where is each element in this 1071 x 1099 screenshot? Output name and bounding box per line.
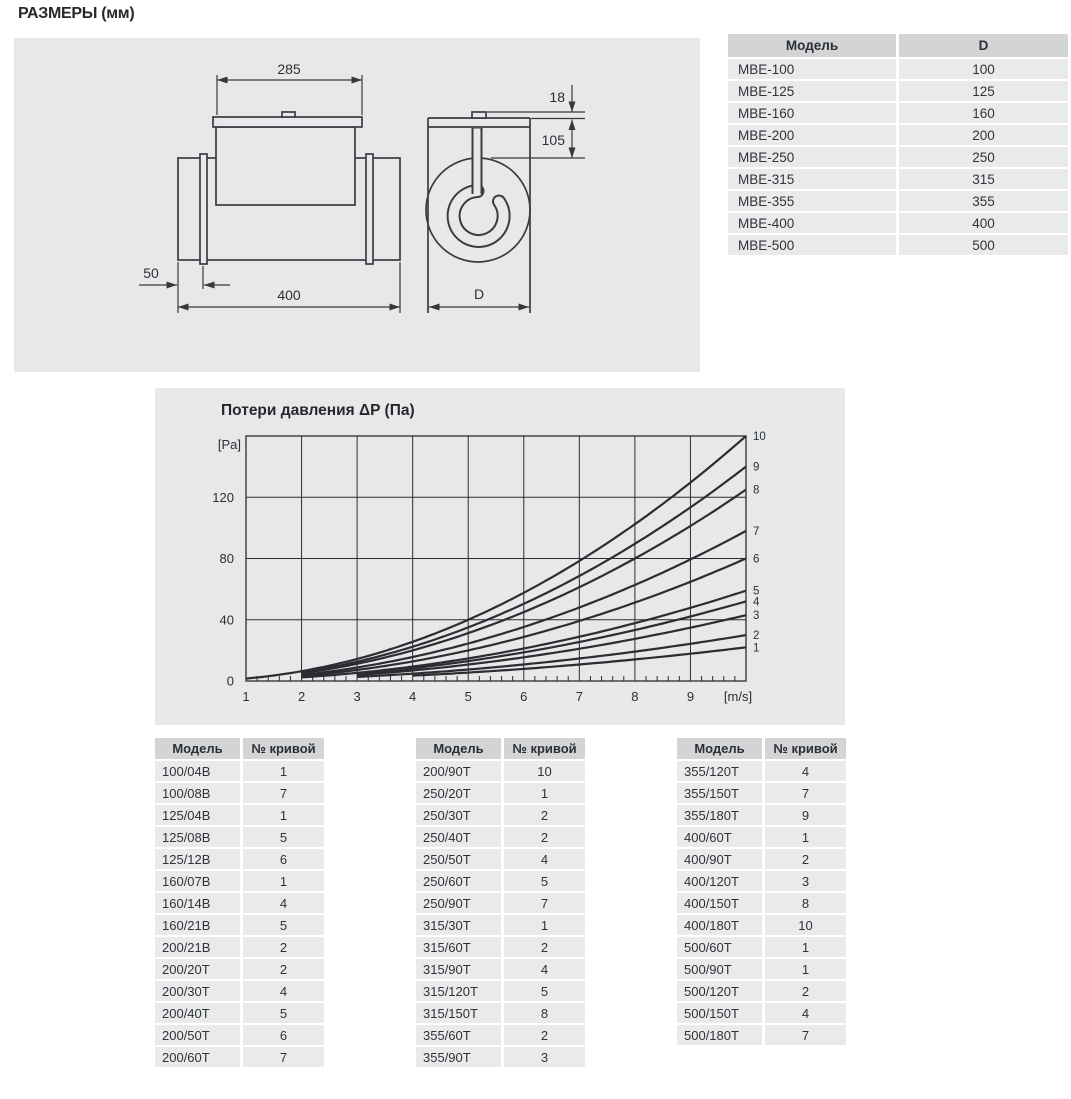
cell: 2 [243, 937, 324, 957]
chart-title: Потери давления ΔP (Па) [221, 402, 415, 419]
cell: 250/40T [416, 827, 501, 847]
table-row [155, 959, 324, 979]
table-row [416, 937, 585, 957]
column-header: D [899, 34, 1068, 57]
x-tick-label: 1 [242, 689, 250, 704]
curve-label-5: 5 [753, 585, 760, 598]
column-header: № кривой [765, 738, 846, 759]
cell: 7 [243, 1047, 324, 1067]
x-tick-label: 4 [409, 689, 417, 704]
flange-right [366, 154, 373, 264]
terminal-box-lid [213, 117, 362, 127]
cell: 4 [504, 959, 585, 979]
cell: 7 [765, 783, 846, 803]
front-lid-nub [472, 112, 486, 118]
cell: 5 [504, 871, 585, 891]
cell: 315/150T [416, 1003, 501, 1023]
cell: 200/30T [155, 981, 240, 1001]
cell: MBE-160 [728, 103, 896, 123]
heating-element [454, 128, 504, 241]
cell: 315/90T [416, 959, 501, 979]
cell: 1 [243, 805, 324, 825]
header-row [155, 738, 324, 759]
table-row [155, 871, 324, 891]
dimension-drawing-panel [14, 38, 700, 372]
column-header: Модель [416, 738, 501, 759]
cell: 400/90T [677, 849, 762, 869]
cell: 160/07B [155, 871, 240, 891]
column-header: Модель [155, 738, 240, 759]
table-row [155, 783, 324, 803]
cell: 200/21B [155, 937, 240, 957]
cell: 250/20T [416, 783, 501, 803]
cell: MBE-100 [728, 59, 896, 79]
table-row [416, 827, 585, 847]
cell: 355/60T [416, 1025, 501, 1045]
table-row [155, 915, 324, 935]
table-row [728, 169, 1068, 189]
cell: 7 [765, 1025, 846, 1045]
cell: 100/08B [155, 783, 240, 803]
x-tick-label: 2 [297, 689, 306, 704]
curve-table-2 [413, 736, 588, 1069]
table-row [155, 1047, 324, 1067]
cell: MBE-400 [728, 213, 896, 233]
cell: 125/12B [155, 849, 240, 869]
curve-table-3-wrap [674, 736, 849, 1047]
cell: 400/60T [677, 827, 762, 847]
dim-label-D: D [473, 286, 485, 302]
curve-table-2-wrap [413, 736, 588, 1069]
cell: 5 [243, 915, 324, 935]
cell: 6 [243, 1025, 324, 1045]
y-tick-label: 80 [219, 551, 234, 566]
cell: 8 [504, 1003, 585, 1023]
table-row [416, 761, 585, 781]
cell: 500/150T [677, 1003, 762, 1023]
table-row [677, 893, 846, 913]
table-row [155, 1025, 324, 1045]
cell: MBE-315 [728, 169, 896, 189]
cell: 200/50T [155, 1025, 240, 1045]
curve-label-3: 3 [753, 610, 760, 623]
cell: 10 [504, 761, 585, 781]
cell: 5 [243, 827, 324, 847]
x-tick-label: 8 [631, 689, 639, 704]
cell: 500/60T [677, 937, 762, 957]
size-table [725, 32, 1071, 257]
cell: 1 [765, 959, 846, 979]
table-row [728, 103, 1068, 123]
curve-10 [246, 436, 746, 679]
y-tick-label: 40 [219, 612, 234, 628]
cell: 250/60T [416, 871, 501, 891]
curve-table-3 [674, 736, 849, 1047]
cell: 1 [504, 915, 585, 935]
curve-label-2: 2 [753, 630, 760, 643]
cell: 400 [899, 213, 1068, 233]
table-row [416, 805, 585, 825]
dim-label-18: 18 [549, 89, 565, 105]
pressure-loss-chart-panel [155, 388, 845, 725]
cell: 2 [504, 937, 585, 957]
dim-label-105: 105 [541, 132, 565, 148]
cell: 5 [243, 1003, 324, 1023]
table-row [416, 959, 585, 979]
cell: 200/20T [155, 959, 240, 979]
table-row [416, 871, 585, 891]
table-row [677, 805, 846, 825]
cell: MBE-250 [728, 147, 896, 167]
table-row [728, 191, 1068, 211]
cell: 400/150T [677, 893, 762, 913]
y-tick-label: 120 [212, 489, 234, 505]
cell: 2 [765, 981, 846, 1001]
cell: 500/180T [677, 1025, 762, 1045]
x-tick-label: 6 [520, 689, 528, 704]
cell: 1 [765, 937, 846, 957]
dim-label-50: 50 [143, 265, 159, 281]
cell: 355/120T [677, 761, 762, 781]
cell: 315/60T [416, 937, 501, 957]
table-row [677, 827, 846, 847]
cell: 400/180T [677, 915, 762, 935]
cell: 1 [243, 871, 324, 891]
cell: 250/90T [416, 893, 501, 913]
curve-label-4: 4 [753, 596, 760, 609]
terminal-box [216, 127, 355, 205]
y-tick-label: 0 [226, 673, 234, 689]
cell: 315/120T [416, 981, 501, 1001]
cell: 250/50T [416, 849, 501, 869]
table-row [416, 1025, 585, 1045]
table-row [728, 125, 1068, 145]
table-row [677, 1025, 846, 1045]
column-header: Модель [728, 34, 896, 57]
cell: 355/90T [416, 1047, 501, 1067]
cell: 500 [899, 235, 1068, 255]
table-row [677, 1003, 846, 1023]
cell: 7 [504, 893, 585, 913]
cell: 4 [765, 1003, 846, 1023]
curve-4 [357, 601, 746, 673]
curve-label-10: 10 [753, 431, 766, 443]
cell: MBE-500 [728, 235, 896, 255]
table-row [677, 937, 846, 957]
cell: 125 [899, 81, 1068, 101]
curve-label-6: 6 [753, 553, 760, 566]
table-row [416, 893, 585, 913]
table-row [728, 59, 1068, 79]
cell: 2 [243, 959, 324, 979]
cell: 4 [243, 981, 324, 1001]
cell: 4 [243, 893, 324, 913]
table-row [728, 213, 1068, 233]
header-row [416, 738, 585, 759]
x-tick-label: 3 [353, 689, 361, 704]
y-axis-unit: [Pa] [217, 437, 241, 452]
cell: 160 [899, 103, 1068, 123]
cell: 250/30T [416, 805, 501, 825]
cell: 500/90T [677, 959, 762, 979]
cell: 400/120T [677, 871, 762, 891]
table-row [416, 783, 585, 803]
table-row [677, 849, 846, 869]
cell: 355 [899, 191, 1068, 211]
curve-table-1-wrap [152, 736, 327, 1069]
table-row [155, 937, 324, 957]
table-row [677, 871, 846, 891]
table-row [416, 1003, 585, 1023]
x-tick-label: 9 [686, 689, 695, 704]
cell: 9 [765, 805, 846, 825]
cell: 315 [899, 169, 1068, 189]
table-row [155, 805, 324, 825]
size-table-wrap [725, 32, 1071, 257]
curve-label-1: 1 [753, 642, 760, 655]
table-row [155, 761, 324, 781]
cell: 3 [504, 1047, 585, 1067]
table-row [416, 1047, 585, 1067]
table-row [677, 981, 846, 1001]
curve-table-1 [152, 736, 327, 1069]
cell: 355/150T [677, 783, 762, 803]
cell: 2 [504, 827, 585, 847]
table-row [677, 761, 846, 781]
x-axis-unit: [m/s] [723, 689, 753, 704]
front-view [426, 85, 585, 313]
curve-label-8: 8 [753, 484, 760, 497]
side-view [139, 61, 400, 313]
table-row [416, 915, 585, 935]
dim-label-285: 285 [277, 61, 301, 77]
cell: 6 [243, 849, 324, 869]
cell: 8 [765, 893, 846, 913]
cell: 315/30T [416, 915, 501, 935]
table-row [416, 849, 585, 869]
x-tick-label: 5 [464, 689, 472, 704]
cell: 1 [765, 827, 846, 847]
cell: 200/60T [155, 1047, 240, 1067]
table-row [728, 235, 1068, 255]
cell: 10 [765, 915, 846, 935]
cell: 200 [899, 125, 1068, 145]
header-row [728, 34, 1068, 57]
column-header: № кривой [504, 738, 585, 759]
table-row [155, 893, 324, 913]
cell: 160/14B [155, 893, 240, 913]
table-row [155, 1003, 324, 1023]
table-row [677, 915, 846, 935]
cell: MBE-200 [728, 125, 896, 145]
cell: MBE-125 [728, 81, 896, 101]
header-row [677, 738, 846, 759]
cell: 100/04B [155, 761, 240, 781]
cell: 4 [765, 761, 846, 781]
cell: 3 [765, 871, 846, 891]
pressure-loss-chart [155, 388, 845, 725]
dimension-drawing [14, 38, 700, 372]
curve-label-7: 7 [753, 525, 760, 538]
dim-label-400: 400 [277, 287, 301, 303]
column-header: Модель [677, 738, 762, 759]
cell: 160/21B [155, 915, 240, 935]
cell: 200/40T [155, 1003, 240, 1023]
table-row [155, 849, 324, 869]
page-title: РАЗМЕРЫ (мм) [18, 5, 135, 22]
table-row [728, 147, 1068, 167]
cell: 4 [504, 849, 585, 869]
table-row [416, 981, 585, 1001]
cell: 7 [243, 783, 324, 803]
cell: 200/90T [416, 761, 501, 781]
cell: MBE-355 [728, 191, 896, 211]
flange-left [200, 154, 207, 264]
table-row [155, 827, 324, 847]
column-header: № кривой [243, 738, 324, 759]
cell: 2 [504, 1025, 585, 1045]
cell: 250 [899, 147, 1068, 167]
curve-label-9: 9 [753, 461, 760, 474]
table-row [728, 81, 1068, 101]
lid-nub [282, 112, 295, 117]
cell: 125/08B [155, 827, 240, 847]
cell: 1 [243, 761, 324, 781]
cell: 125/04B [155, 805, 240, 825]
table-row [677, 959, 846, 979]
cell: 2 [504, 805, 585, 825]
table-row [155, 981, 324, 1001]
cell: 2 [765, 849, 846, 869]
table-row [677, 783, 846, 803]
cell: 500/120T [677, 981, 762, 1001]
x-tick-label: 7 [575, 689, 583, 704]
cell: 1 [504, 783, 585, 803]
cell: 355/180T [677, 805, 762, 825]
cell: 100 [899, 59, 1068, 79]
cell: 5 [504, 981, 585, 1001]
